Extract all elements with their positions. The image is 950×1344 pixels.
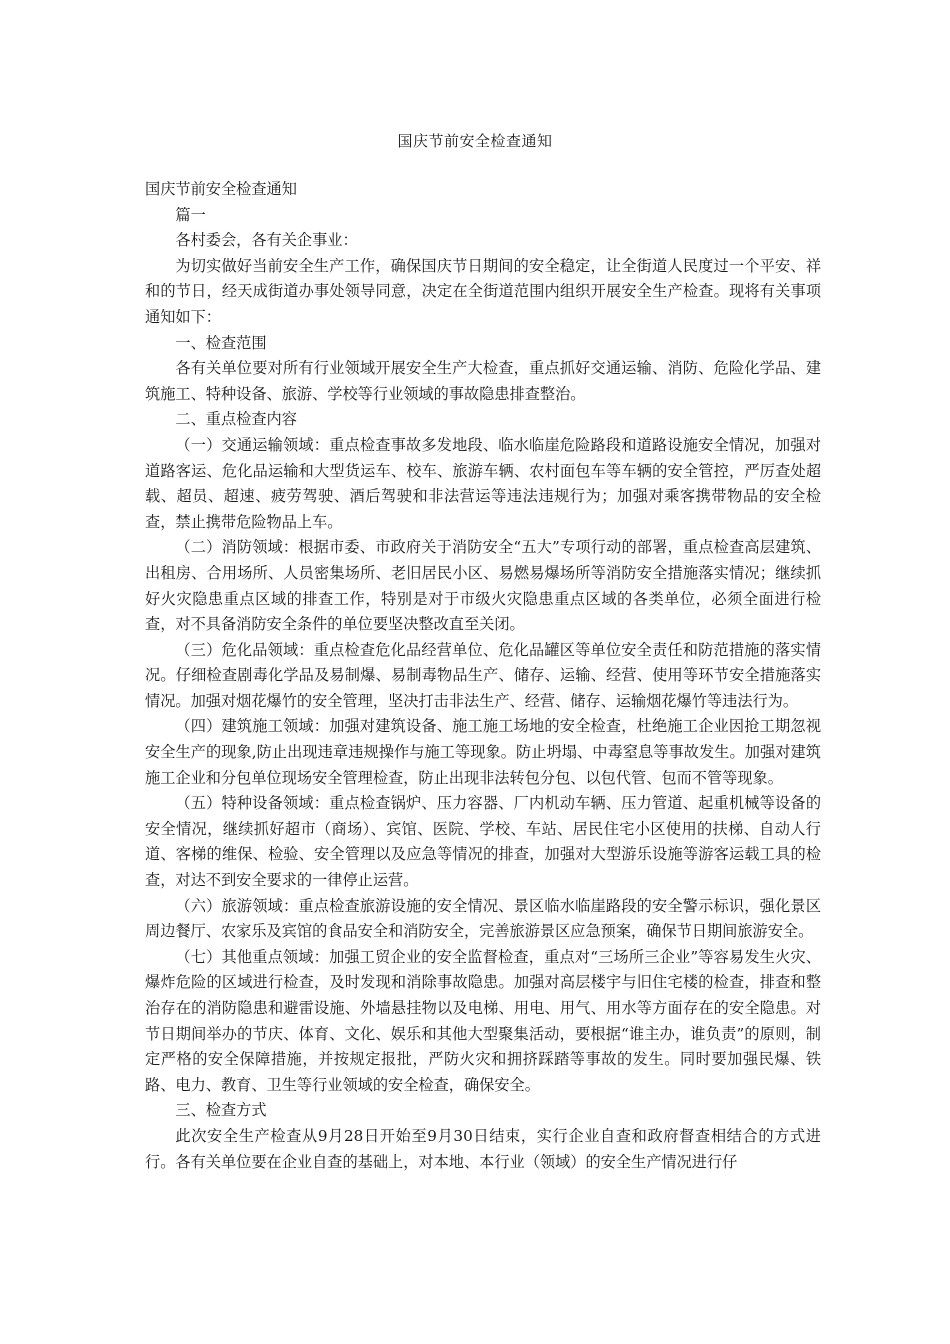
paragraph: 为切实做好当前安全生产工作，确保国庆节日期间的安全稳定，让全街道人民度过一个平安、祥和的节日，经天成街道办事处领导同意，决定在全街道范围内组织开展安全生产检查。现将有关事项通知如下： [145,256,821,326]
paragraph: 国庆节前安全检查通知 [145,180,297,198]
paragraph: 一、检查范围 [175,333,267,352]
paragraph: （二）消防领域：根据市委、市政府关于消防安全“五大”专项行动的部署，重点检查高层建筑、出租房、合用场所、人员密集场所、老旧居民小区、易燃易爆场所等消防安全措施落实情况；继续抓好火灾隐患重点区域的排查工作，特别是对于市级火灾隐患重点区域的各类单位，必须全面进行检查，对不具备消防安全条件的单位要坚决整改直至关闭。 [145,538,821,634]
paragraph: （六）旅游领域：重点检查旅游设施的安全情况、景区临水临崖路段的安全警示标识，强化景区周边餐厅、农家乐及宾馆的食品安全和消防安全，完善旅游景区应急预案，确保节日期间旅游安全。 [145,896,821,941]
paragraph: （三）危化品领域：重点检查危化品经营单位、危化品罐区等单位安全责任和防范措施的落实情况。仔细检查剧毒化学品及易制爆、易制毒物品生产、储存、运输、经营、使用等环节安全措施落实情况。加强对烟花爆竹的安全管理，坚决打击非法生产、经营、储存、运输烟花爆竹等违法行为。 [145,640,821,710]
paragraph: （七）其他重点领域：加强工贸企业的安全监督检查，重点对“三场所三企业”等容易发生火灾、爆炸危险的区域进行检查，及时发现和消除事故隐患。加强对高层楼宇与旧住宅楼的检查，排查和整治存在的消防隐患和避雷设施、外墙悬挂物以及电梯、用电、用气、用水等方面存在的安全隐患。对节日期间举办的节庆、体育、文化、娱乐和其他大型聚集活动，要根据“谁主办，谁负责”的原则，制定严格的安全保障措施，并按规定报批，严防火灾和拥挤踩踏等事故的发生。同时要加强民爆、铁路、电力、教育、卫生等行业领域的安全检查，确保安全。 [145,947,821,1094]
paragraph: 三、检查方式 [175,1101,267,1120]
paragraph: 篇一 [175,205,206,224]
paragraph: （四）建筑施工领域：加强对建筑设备、施工施工场地的安全检查，杜绝施工企业因抢工期忽视安全生产的现象,防止出现违章违规操作与施工等现象。防止坍塌、中毒窒息等事故发生。加强对建筑施工企业和分包单位现场安全管理检查，防止出现非法转包分包、以包代管、包而不管等现象。 [145,717,821,787]
document-body [145,177,821,1175]
paragraph: （五）特种设备领域：重点检查锅炉、压力容器、厂内机动车辆、压力管道、起重机械等设备的安全情况，继续抓好超市（商场）、宾馆、医院、学校、车站、居民住宅小区使用的扶梯、自动人行道、客梯的维保、检验、安全管理以及应急等情况的排查，加强对大型游乐设施等游客运载工具的检查，对达不到安全要求的一律停止运营。 [145,794,821,890]
paragraph: 各有关单位要对所有行业领域开展安全生产大检查，重点抓好交通运输、消防、危险化学品、建筑施工、特种设备、旅游、学校等行业领域的事故隐患排查整治。 [145,359,821,403]
paragraph: 二、重点检查内容 [175,410,297,429]
document-title: 国庆节前安全检查通知 [397,132,553,150]
paragraph: （一）交通运输领域：重点检查事故多发地段、临水临崖危险路段和道路设施安全情况，加强对道路客运、危化品运输和大型货运车、校车、旅游车辆、农村面包车等车辆的安全管控，严厉查处超载、超员、超速、疲劳驾驶、酒后驾驶和非法营运等违法违规行为；加强对乘客携带物品的安全检查，禁止携带危险物品上车。 [145,435,821,531]
paragraph: 此次安全生产检查从9月28日开始至9月30日结束，实行企业自查和政府督查相结合的方式进行。各有关单位要在企业自查的基础上，对本地、本行业（领域）的安全生产情况进行仔 [145,1126,821,1171]
paragraph: 各村委会，各有关企事业： [175,231,358,250]
